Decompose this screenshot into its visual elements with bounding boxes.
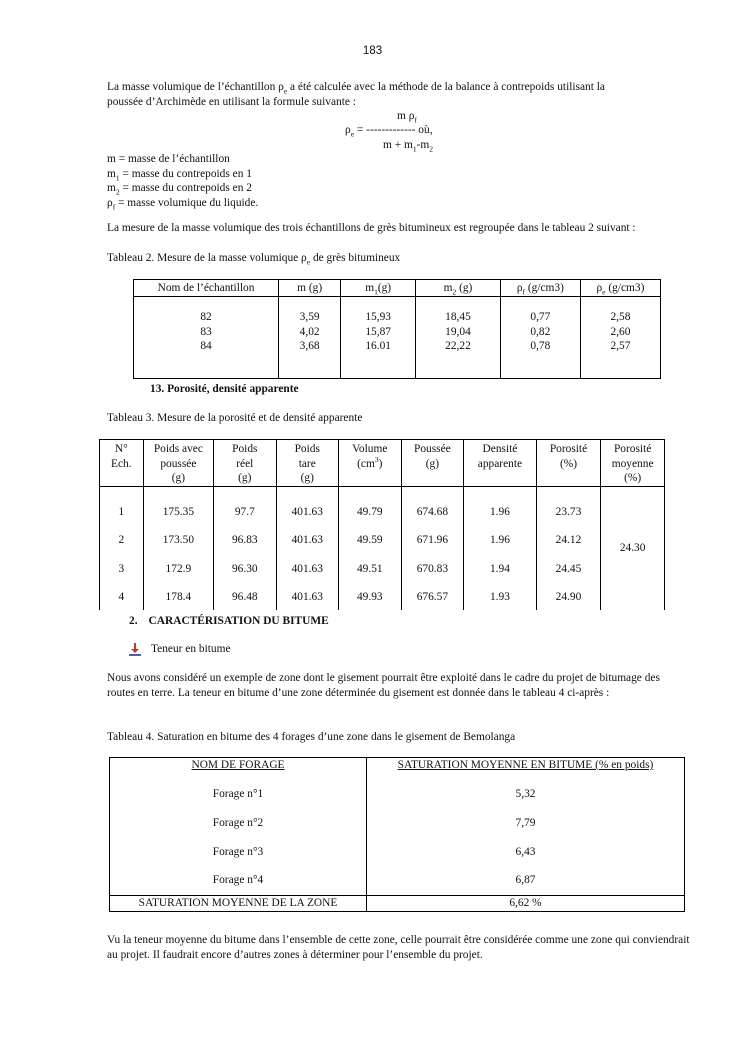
table3-mean-cell: 24.30	[601, 486, 665, 610]
table2-cell: 0,77 0,82 0,78	[500, 297, 580, 379]
table2-cell: 3,59 4,02 3,68	[279, 297, 341, 379]
formula-lhs: $\rho_e$ = ------------- où,	[345, 124, 433, 139]
page-number: 183	[362, 45, 383, 57]
table3-header-cell: Porosité (%)	[536, 440, 601, 487]
table3-cell: 178.4	[143, 584, 213, 610]
table4-header-row	[110, 758, 685, 780]
paragraph-table2-intro: La mesure de la masse volumique des trois échantillons de grès bitumineux est regroupée dans le tableau 2 suivant :	[107, 222, 636, 234]
table2-header-cell: Nom de l’échantillon	[134, 280, 279, 297]
formula-denominator: $m + m_1-m_2$	[383, 139, 433, 154]
table3-cell: 4	[100, 584, 144, 610]
table2-header-cell: m (g)	[279, 280, 341, 297]
table3-cell: 2	[100, 526, 144, 555]
table2-header-cell: $m_1(g)$	[341, 280, 416, 297]
table3-cell: 670.83	[401, 555, 464, 584]
table3-cell: 49.59	[339, 526, 402, 555]
section-heading-2: 2. CARACTÉRISATION DU BITUME	[129, 615, 329, 627]
table3-cell: 24.45	[536, 555, 601, 584]
table3-cell: 1.96	[464, 486, 537, 526]
paragraph-conclusion: Vu la teneur moyenne du bitume dans l’ensemble de cette zone, celle pourrait être considérée comme une zone qui conviendrait au projet. Il faudrait encore d’autres zones à déterminer pour l’ensemble du projet.	[107, 934, 690, 961]
table3-header-cell: Porosité moyenne (%)	[601, 440, 665, 487]
table2	[133, 279, 661, 379]
table3-cell: 49.93	[339, 584, 402, 610]
table4-cell: Forage n°3	[212, 845, 264, 858]
table3-cell: 97.7	[214, 486, 276, 526]
table3-cell: 401.63	[276, 486, 339, 526]
table3-cell: 1.93	[464, 584, 537, 610]
table3-cell: 3	[100, 555, 144, 584]
table4-total-row	[110, 896, 685, 912]
table3-cell: 1.96	[464, 526, 537, 555]
intro-line2: poussée d’Archimède en utilisant la formule suivante :	[107, 95, 356, 108]
table4-cell: Forage n°2	[212, 816, 264, 829]
arrow-bullet-icon	[128, 642, 142, 656]
table3-header-cell: Poids réel (g)	[214, 440, 276, 487]
table3-cell: 173.50	[143, 526, 213, 555]
table3-header-cell: Volume $(cm^3)$	[339, 440, 402, 487]
table4-cell: 7,79	[367, 809, 685, 838]
table3-cell: 1.94	[464, 555, 537, 584]
intro-line1: La masse volumique de l’échantillon ρ	[107, 81, 284, 93]
table4-cell: 5,32	[367, 780, 685, 809]
table4-header-cell: SATURATION MOYENNE EN BITUME (% en poids)	[367, 758, 685, 780]
table4-cell: Forage n°4	[212, 874, 264, 887]
definition-item: $m_2$ = masse du contrepoids en 2	[107, 182, 252, 197]
formula-numerator: m $\rho_f$	[397, 110, 417, 125]
table-row	[100, 584, 665, 610]
table2-header-cell: $\rho_e$ (g/cm3)	[580, 280, 660, 297]
table-row	[110, 809, 685, 838]
table3-header-cell: Densité apparente	[464, 440, 537, 487]
table3-cell: 674.68	[401, 486, 464, 526]
table3-cell: 24.12	[536, 526, 601, 555]
table3-cell: 96.30	[214, 555, 276, 584]
table-row	[100, 486, 665, 526]
table3-cell: 676.57	[401, 584, 464, 610]
table-row	[100, 555, 665, 584]
table4	[109, 757, 685, 912]
table2-header-row	[134, 280, 661, 297]
table2-caption: Tableau 2. Mesure de la masse volumique $\rho_e$ de grès bitumineux	[107, 252, 401, 267]
table2-cell: 2,58 2,60 2,57	[580, 297, 660, 379]
table3-cell: 49.79	[339, 486, 402, 526]
intro-paragraph: La masse volumique de l’échantillon $\rho_e$ a été calculée avec la méthode de la balance à contrepoids utilisant la poussée d’Archimède en utilisant la formule suivante :	[107, 81, 605, 108]
table2-cell: 18,45 19,04 22,22	[416, 297, 501, 379]
table3-header-cell: N° Ech.	[100, 440, 144, 487]
table4-cell: 6,43	[367, 838, 685, 867]
table3-cell: 23.73	[536, 486, 601, 526]
table3-header-cell: Poids avec poussée (g)	[143, 440, 213, 487]
table3-cell: 49.51	[339, 555, 402, 584]
table-row	[100, 526, 665, 555]
table4-total-value: 6,62 %	[367, 896, 685, 912]
table3-cell: 172.9	[143, 555, 213, 584]
table-row	[110, 838, 685, 867]
table3-cell: 401.63	[276, 526, 339, 555]
table4-total-label: SATURATION MOYENNE DE LA ZONE	[110, 896, 367, 912]
bullet-text: Teneur en bitume	[151, 643, 231, 655]
table2-cell: 15,93 15,87 16.01	[341, 297, 416, 379]
table-row	[110, 780, 685, 809]
definitions-list	[107, 152, 692, 210]
table3-cell: 1	[100, 486, 144, 526]
table4-cell: Forage n°1	[212, 787, 264, 800]
table2-cell: 82 83 84	[134, 297, 279, 379]
table2-data-row	[134, 297, 661, 379]
table2-header-cell: $\rho_f$ (g/cm3)	[500, 280, 580, 297]
table3	[99, 439, 665, 610]
table3-cell: 401.63	[276, 555, 339, 584]
table-row	[110, 867, 685, 896]
table3-header-cell: Poids tare (g)	[276, 440, 339, 487]
table4-header-cell: NOM DE FORAGE	[191, 759, 285, 771]
table4-cell: 6,87	[367, 867, 685, 896]
section-heading-13: 13. Porosité, densité apparente	[150, 383, 299, 395]
definition-item: $m_1$ = masse du contrepoids en 1	[107, 167, 252, 182]
table3-caption: Tableau 3. Mesure de la porosité et de densité apparente	[107, 412, 363, 424]
definition-item: $\rho_f$ = masse volumique du liquide.	[107, 196, 259, 212]
table3-cell: 175.35	[143, 486, 213, 526]
table2-header-cell: $m_2$ (g)	[416, 280, 501, 297]
table3-cell: 671.96	[401, 526, 464, 555]
table4-caption: Tableau 4. Saturation en bitume des 4 forages d’une zone dans le gisement de Bemolanga	[107, 731, 516, 743]
table3-header-row	[100, 440, 665, 487]
table3-cell: 96.83	[214, 526, 276, 555]
table3-cell: 24.90	[536, 584, 601, 610]
table3-cell: 96.48	[214, 584, 276, 610]
paragraph-bitume: Nous avons considéré un exemple de zone dont le gisement pourrait être exploité dans le cadre du projet de bitumage des routes en terre. La teneur en bitume d’une zone déterminée du gisement est donnée dans le tableau 4 ci-après :	[107, 672, 660, 699]
definition-item: m = masse de l’échantillon	[107, 153, 230, 165]
table3-cell: 401.63	[276, 584, 339, 610]
table3-header-cell: Poussée (g)	[401, 440, 464, 487]
